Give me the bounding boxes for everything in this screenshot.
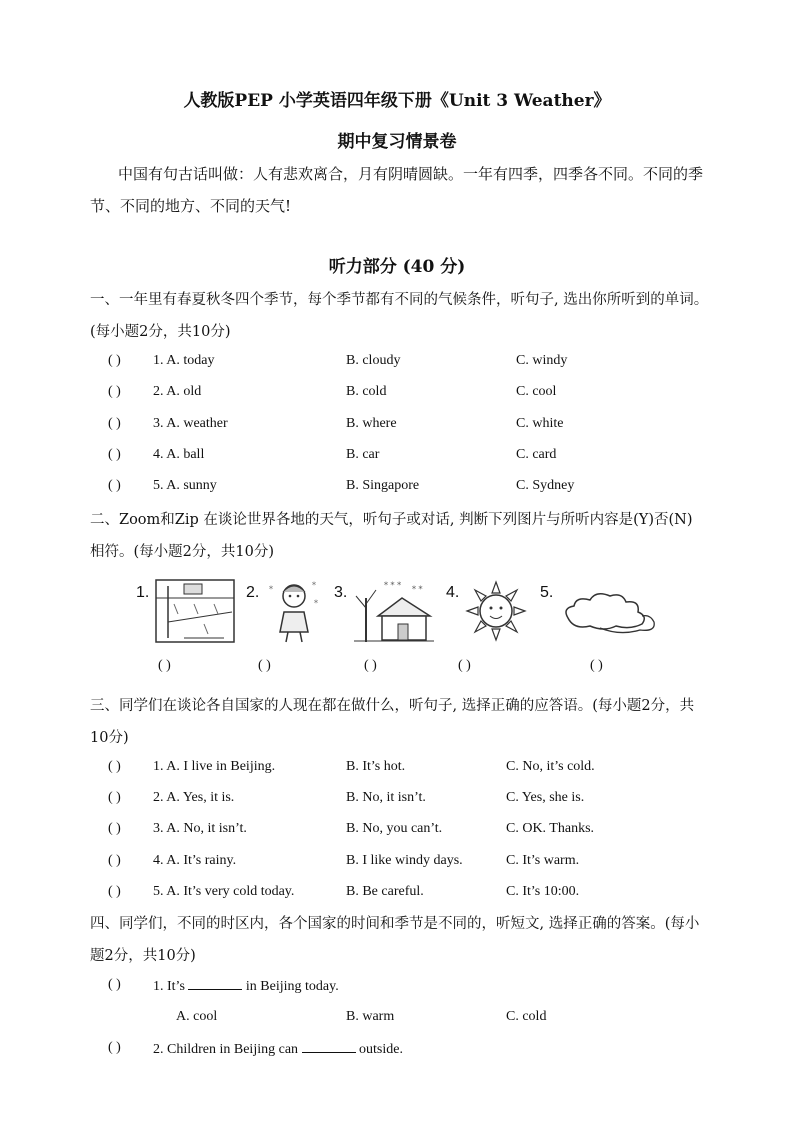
question-text-before: 2. Children in Beijing can <box>153 1042 302 1057</box>
option-a: 3. A. No, it isn’t. <box>153 821 247 836</box>
answer-paren[interactable]: ( ) <box>108 353 121 368</box>
picture-number: 1. <box>136 584 150 601</box>
part1-question-1 <box>108 353 708 377</box>
answer-paren[interactable]: ( ) <box>108 447 121 462</box>
option-a: 4. A. It’s rainy. <box>153 853 237 868</box>
option-c: C. It’s warm. <box>506 853 580 868</box>
rainy-window-icon <box>154 578 236 644</box>
svg-text:*: * <box>314 599 318 608</box>
option-a: 5. A. sunny <box>153 478 217 493</box>
option-a: 1. A. I live in Beijing. <box>153 759 276 774</box>
option-b: B. warm <box>346 1009 395 1024</box>
answer-paren[interactable]: ( ) <box>258 658 271 673</box>
question-text <box>153 1040 403 1058</box>
option-b: B. No, you can’t. <box>346 821 443 836</box>
option-a: 3. A. weather <box>153 416 228 431</box>
exam-title: 人教版PEP 小学英语四年级下册《Unit 3 Weather》 <box>183 91 611 111</box>
option-c: C. windy <box>516 353 568 368</box>
svg-text:* *: * * <box>412 585 423 594</box>
picture-number: 5. <box>540 584 554 601</box>
svg-text:* * *: * * * <box>384 581 402 590</box>
option-b: B. cold <box>346 384 387 399</box>
answer-paren[interactable]: ( ) <box>108 821 121 836</box>
option-c: C. white <box>516 416 564 431</box>
part3-question-5 <box>108 884 708 908</box>
cold-girl-icon <box>264 578 324 644</box>
picture-2 <box>246 578 346 673</box>
option-b: B. It’s hot. <box>346 759 406 774</box>
picture-number: 2. <box>246 584 260 601</box>
option-b: B. where <box>346 416 397 431</box>
part1-instruction: 一、一年里有春夏秋冬四个季节，每个季节都有不同的气候条件，听句子, 选出你所听到的单词。(每小题2分，共10分) <box>90 292 709 340</box>
part3-question-3 <box>108 821 708 845</box>
option-b: B. Singapore <box>346 478 420 493</box>
answer-paren[interactable]: ( ) <box>108 853 121 868</box>
option-c: C. No, it’s cold. <box>506 759 595 774</box>
exam-subtitle: 期中复习情景卷 <box>337 132 457 152</box>
part4-question-2 <box>108 1040 708 1064</box>
question-text <box>153 977 339 995</box>
answer-paren[interactable]: ( ) <box>458 658 471 673</box>
picture-1 <box>136 578 236 673</box>
question-text-after: in Beijing today. <box>242 979 339 994</box>
part3-question-1 <box>108 759 708 783</box>
option-c: C. Sydney <box>516 478 575 493</box>
option-b: B. car <box>346 447 380 462</box>
sun-icon <box>464 578 528 644</box>
part3-instruction: 三、同学们在谈论各自国家的人现在都在做什么，听句子, 选择正确的应答语。(每小题2分，共10分) <box>90 698 695 746</box>
part3-question-2 <box>108 790 708 814</box>
answer-paren[interactable]: ( ) <box>108 384 121 399</box>
option-a: A. cool <box>176 1009 218 1024</box>
answer-paren[interactable]: ( ) <box>108 884 121 899</box>
option-a: 2. A. Yes, it is. <box>153 790 235 805</box>
picture-row <box>130 578 670 688</box>
option-c: C. card <box>516 447 557 462</box>
option-a: 2. A. old <box>153 384 202 399</box>
part1-question-2 <box>108 384 708 408</box>
option-c: C. OK. Thanks. <box>506 821 595 836</box>
answer-paren[interactable]: ( ) <box>108 759 121 774</box>
part1-question-3 <box>108 416 708 440</box>
part3-question-4 <box>108 853 708 877</box>
part1-question-4 <box>108 447 708 471</box>
part4-question-1 <box>108 977 708 1001</box>
answer-paren[interactable]: ( ) <box>364 658 377 673</box>
snowy-house-icon <box>352 578 436 644</box>
svg-text:*: * <box>312 581 316 590</box>
option-b: B. No, it isn’t. <box>346 790 426 805</box>
answer-paren[interactable]: ( ) <box>108 790 121 805</box>
picture-number: 3. <box>334 584 348 601</box>
listening-heading: 听力部分 (40 分) <box>328 257 466 277</box>
answer-paren[interactable]: ( ) <box>108 478 121 493</box>
answer-paren[interactable]: ( ) <box>590 658 603 673</box>
option-c: C. Yes, she is. <box>506 790 585 805</box>
question-text-before: 1. It’s <box>153 979 189 994</box>
part4-question-1-options <box>108 1009 708 1033</box>
answer-blank[interactable] <box>302 1040 356 1053</box>
option-c: C. cold <box>506 1009 547 1024</box>
part1-question-5 <box>108 478 708 502</box>
svg-text:*: * <box>269 585 273 594</box>
option-c: C. cool <box>516 384 557 399</box>
answer-paren[interactable]: ( ) <box>108 1040 121 1055</box>
option-b: B. cloudy <box>346 353 401 368</box>
picture-4 <box>446 578 546 673</box>
option-b: B. Be careful. <box>346 884 424 899</box>
answer-paren[interactable]: ( ) <box>158 658 171 673</box>
clouds-icon <box>560 578 660 644</box>
answer-paren[interactable]: ( ) <box>108 416 121 431</box>
option-c: C. It’s 10:00. <box>506 884 580 899</box>
option-b: B. I like windy days. <box>346 853 463 868</box>
answer-paren[interactable]: ( ) <box>108 977 121 992</box>
question-text-after: outside. <box>355 1042 403 1057</box>
picture-number: 4. <box>446 584 460 601</box>
picture-3 <box>334 578 434 673</box>
option-a: 4. A. ball <box>153 447 205 462</box>
part2-instruction: 二、Zoom和Zip 在谈论世界各地的天气，听句子或对话, 判断下列图片与所听内容是(Y)否(N) 相符。(每小题2分，共10分) <box>90 512 693 560</box>
answer-blank[interactable] <box>188 977 242 990</box>
part4-instruction: 四、同学们，不同的时区内，各个国家的时间和季节是不同的，听短文, 选择正确的答案。(每小题2分，共10分) <box>90 916 700 964</box>
option-a: 5. A. It’s very cold today. <box>153 884 295 899</box>
option-a: 1. A. today <box>153 353 215 368</box>
picture-5 <box>540 578 640 673</box>
intro-paragraph: 中国有句古话叫做：人有悲欢离合，月有阴晴圆缺。一年有四季，四季各不同。不同的季节、不同的地方、不同的天气! <box>90 165 704 215</box>
